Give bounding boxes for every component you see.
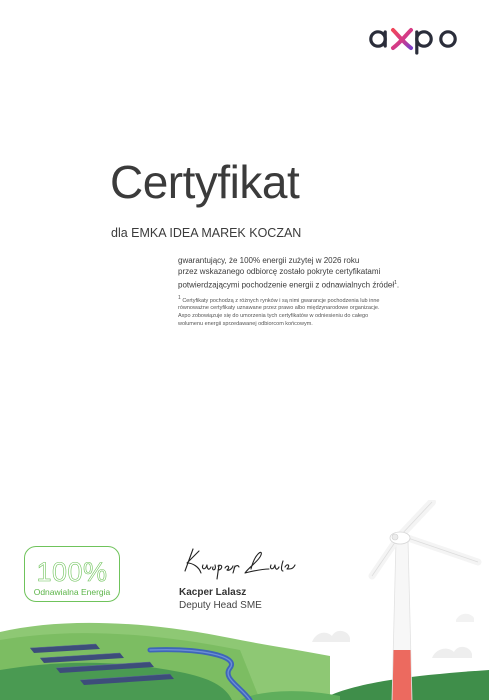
cloud-icon — [432, 647, 472, 658]
certificate-statement — [178, 255, 438, 291]
signer-role: Deputy Head SME — [179, 600, 262, 611]
cloud-icon — [456, 614, 474, 622]
footnote — [178, 295, 433, 328]
axpo-logo — [369, 20, 465, 56]
footnote-line: $^1$ Certyfikaty pochodzą z różnych rynków i są nimi gwarancje pochodzenia lub inne — [178, 295, 380, 304]
signer-name: Kacper Lalasz — [179, 587, 247, 598]
footnote-line: równoważne certyfikaty uznawane przez prawo albo międzynarodowe organizacje. — [178, 305, 380, 312]
wind-turbine-icon — [372, 502, 478, 700]
badge-label: Odnawialna Energia — [33, 587, 111, 597]
footnote-line: wolumenu energii sprzedawanej odbiorcom końcowym. — [178, 320, 313, 327]
badge-percent: 100% — [36, 557, 108, 587]
landscape-illustration — [0, 500, 489, 700]
axpo-logo-icon — [369, 20, 465, 56]
statement-line: potwierdzającymi pochodzenie energii z odnawialnych źródeł$^1$. — [178, 279, 400, 290]
certificate-title: Certyfikat — [110, 156, 300, 208]
footnote-line: Axpo zobowiązuje się do umorzenia tych certyfikatów w odniesieniu do całego — [178, 313, 369, 320]
recipient-line: dla EMKA IDEA MAREK KOCZAN — [111, 226, 302, 240]
statement-line: gwarantujący, że 100% energii zużytej w 2026 roku — [178, 256, 360, 265]
cloud-icon — [312, 631, 350, 642]
statement-line: przez wskazanego odbiorcę zostało pokryte certyfikatami — [178, 267, 381, 277]
